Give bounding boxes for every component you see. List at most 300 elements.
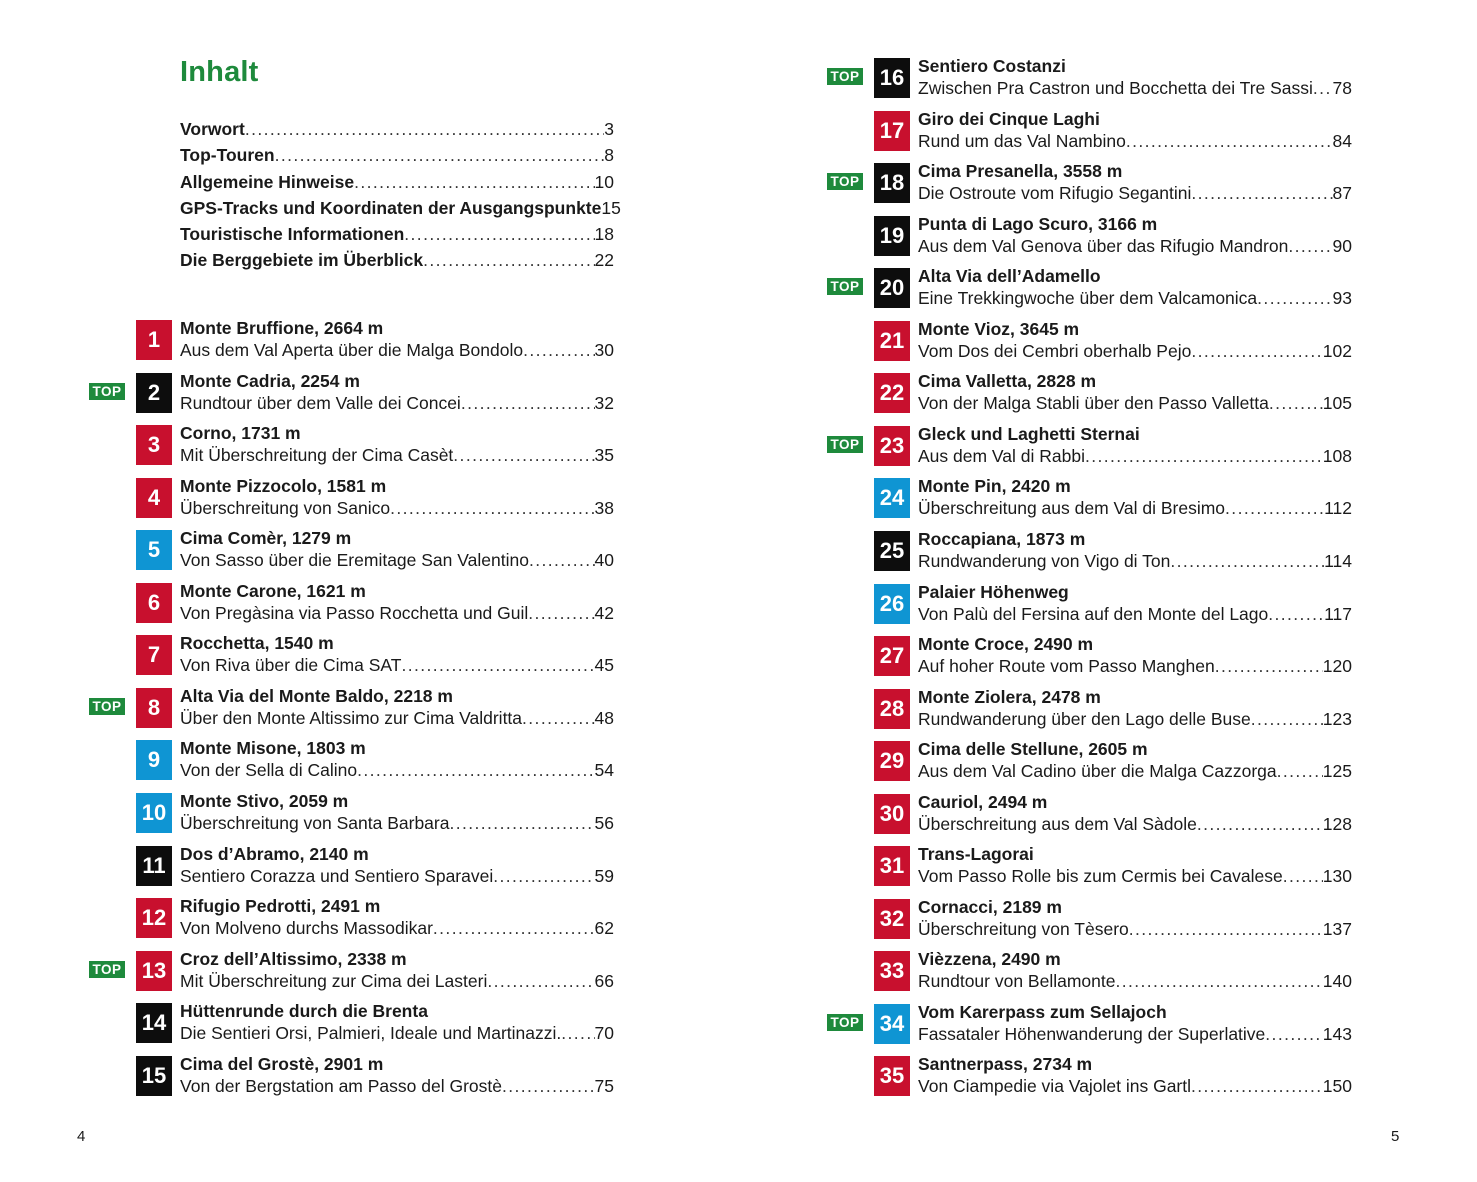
dot-leader [1288,235,1332,257]
tour-number-badge: 29 [874,741,910,781]
toc-entry-page: 3 [604,119,614,139]
tour-number-badge: 5 [136,530,172,570]
tour-entry[interactable] [830,266,1354,310]
tour-number-badge: 34 [874,1004,910,1044]
dot-leader [275,145,605,166]
tour-subtitle-line [180,812,614,834]
tour-entry[interactable] [136,1001,616,1045]
tour-page: 84 [1332,130,1352,151]
tour-entry[interactable] [136,528,616,572]
tour-text [180,1054,614,1097]
tour-page: 87 [1332,183,1352,204]
tour-text [180,896,614,939]
tour-subtitle-line [180,549,614,571]
dot-leader [502,1075,595,1097]
tour-subtitle: Aus dem Val Aperta über die Malga Bondolo [180,340,524,360]
tour-subtitle-line [918,918,1352,940]
tour-name: Vom Karerpass zum Sellajoch [918,1001,1167,1022]
dot-leader [1225,497,1324,519]
dot-leader [1283,865,1323,887]
tour-subtitle-line [918,287,1352,309]
dot-leader [390,497,594,519]
tour-page: 102 [1322,340,1352,361]
tour-entry[interactable] [874,949,1354,993]
dot-leader [1085,445,1323,467]
tour-name: Monte Vioz, 3645 m [918,318,1080,339]
tour-text [918,739,1352,782]
top-badge: TOP [827,173,863,190]
dot-leader [523,339,594,361]
tour-entry[interactable] [874,109,1354,153]
tour-name: Monte Croce, 2490 m [918,634,1094,655]
tour-number-badge: 16 [874,58,910,98]
tour-subtitle: Von Pregàsina via Passo Rocchetta und Guil [180,602,529,623]
tour-page: 38 [594,497,614,518]
tour-entry[interactable] [830,1001,1354,1046]
tour-text [180,686,614,729]
tour-name: Monte Stivo, 2059 m [180,790,349,811]
top-badge: TOP [827,68,863,85]
tour-name: Hüttenrunde durch die Brenta [180,1001,428,1022]
tour-name: Dos d’Abramo, 2140 m [180,843,369,864]
tour-page: 128 [1322,813,1352,834]
tour-entry[interactable] [92,370,616,415]
tour-page: 105 [1322,393,1352,414]
tour-page: 42 [594,602,614,623]
dot-leader [1197,813,1323,835]
tour-entry[interactable] [874,1054,1354,1098]
tour-name: Alta Via del Monte Baldo, 2218 m [180,685,453,706]
tour-subtitle: Rundwanderung von Vigo di Ton [918,550,1171,571]
tour-text [918,161,1352,204]
tour-number-badge: 17 [874,111,910,151]
dot-leader [433,917,595,939]
tour-number-badge: 2 [136,373,172,413]
tour-number-badge: 31 [874,846,910,886]
tour-subtitle: Vom Dos dei Cembri oberhalb Pejo [918,340,1192,361]
tour-page: 150 [1322,1076,1352,1097]
tour-number-badge: 20 [874,268,910,308]
dot-leader [1126,130,1333,152]
tour-number-badge: 28 [874,689,910,729]
tour-subtitle-line [918,550,1352,572]
tour-subtitle-line [918,182,1352,204]
top-badge: TOP [89,698,125,715]
toc-entry[interactable] [180,224,614,250]
tour-name: Monte Pin, 2420 m [918,476,1071,497]
tour-page: 123 [1322,708,1352,729]
tour-name: Roccapiana, 1873 m [918,528,1086,549]
tour-subtitle-line [918,970,1352,992]
tour-entry[interactable] [874,844,1354,888]
dot-leader [1251,708,1323,730]
tour-name: Palaier Höhenweg [918,581,1069,602]
tour-subtitle: Zwischen Pra Castron und Bocchetta dei Tre Sassi [918,78,1313,98]
tour-text [180,844,614,887]
tour-number-badge: 4 [136,478,172,518]
tour-text [918,319,1352,362]
tour-entry[interactable] [874,634,1354,678]
dot-leader [354,172,594,193]
tour-text [918,56,1352,99]
tour-text [918,1054,1352,1097]
toc-entry[interactable] [180,119,614,145]
tour-page: 143 [1322,1023,1352,1044]
tour-subtitle-line [180,339,614,361]
dot-leader [1257,287,1332,309]
tour-name: Cima Valletta, 2828 m [918,371,1097,392]
tour-entry[interactable] [830,161,1354,205]
tour-subtitle: Rundwanderung über den Lago delle Buse [918,708,1251,729]
tour-text [918,634,1352,677]
tour-subtitle: Rundtour über dem Valle dei Concei [180,392,461,413]
tour-page: 45 [594,655,614,676]
tour-name: Rifugio Pedrotti, 2491 m [180,896,381,917]
tour-page: 114 [1324,550,1352,571]
toc-entry-label: GPS-Tracks und Koordinaten der Ausgangspunkte [180,197,602,218]
dot-leader [1170,550,1324,572]
toc-entry-label: Top-Touren [180,145,275,166]
tour-subtitle: Über den Monte Altissimo zur Cima Valdritta [180,707,523,728]
tour-number-badge: 32 [874,899,910,939]
tour-name: Cornacci, 2189 m [918,896,1062,917]
tour-name: Punta di Lago Scuro, 3166 m [918,213,1158,234]
dot-leader [487,970,594,992]
toc-entry[interactable] [180,250,614,276]
dot-leader [561,1022,594,1044]
tour-page: 125 [1322,761,1352,782]
tour-subtitle-line [918,655,1352,677]
top-badge: TOP [89,961,125,978]
tour-entry[interactable] [874,739,1354,783]
tour-text [918,214,1352,257]
tour-name: Cima Comèr, 1279 m [180,528,352,549]
tour-subtitle: Rundtour von Bellamonte [918,971,1116,992]
tour-subtitle-line [918,130,1352,152]
tour-entry[interactable] [136,423,616,467]
tour-text [180,791,614,834]
tour-text [180,949,614,992]
tour-name: Monte Bruffione, 2664 m [180,318,384,338]
tour-subtitle: Von Ciampedie via Vajolet ins Gartl [918,1076,1192,1097]
tour-subtitle-line [180,970,614,992]
tour-subtitle-line [918,865,1352,887]
tour-text [918,424,1352,467]
tour-number-badge: 9 [136,740,172,780]
tour-text [918,844,1352,887]
tour-subtitle: Überschreitung von Sanico [180,497,391,518]
tour-subtitle: Eine Trekkingwoche über dem Valcamonica [918,288,1258,309]
tour-entry[interactable] [92,685,616,730]
tour-subtitle: Vom Passo Rolle bis zum Cermis bei Cavalese [918,866,1283,887]
tour-text [180,1001,614,1044]
tour-page: 140 [1322,971,1352,992]
tour-subtitle-line [180,392,614,414]
tour-entry[interactable] [830,423,1354,468]
dot-leader [1268,603,1324,625]
toc-entry-page: 22 [594,250,614,271]
top-badge: TOP [827,278,863,295]
tour-text [918,792,1352,835]
tour-text [918,949,1352,992]
tour-text [918,266,1352,309]
tour-page: 75 [594,1075,614,1096]
tour-page: 137 [1322,918,1352,939]
tour-entry[interactable] [136,844,616,888]
tour-subtitle: Die Ostroute vom Rifugio Segantini [918,183,1192,204]
tour-text [180,318,614,361]
tour-subtitle: Von Molveno durchs Massodikar [180,918,433,939]
page-number-right: 5 [1391,1128,1400,1145]
tour-number-badge: 22 [874,373,910,413]
tour-subtitle-line [918,708,1352,730]
tour-subtitle-line [180,497,614,519]
tour-number-badge: 15 [136,1056,172,1096]
toc-entry-page: 15 [601,197,621,218]
tour-subtitle: Aus dem Val Cadino über die Malga Cazzorga [918,761,1277,782]
tour-page: 54 [594,760,614,781]
tour-name: Vièzzena, 2490 m [918,949,1061,970]
tour-number-badge: 21 [874,321,910,361]
tour-subtitle-line [180,444,614,466]
tour-number-badge: 7 [136,635,172,675]
toc-entry-page: 18 [594,224,614,245]
tour-number-badge: 11 [136,846,172,886]
tour-text [918,582,1352,625]
tour-entry[interactable] [874,687,1354,731]
tour-subtitle-line [180,1075,614,1097]
tour-subtitle: Überschreitung aus dem Val di Bresimo [918,498,1226,519]
tour-subtitle-line [918,813,1352,835]
tour-entry[interactable] [136,896,616,940]
toc-entry-page: 10 [594,171,614,192]
tour-number-badge: 33 [874,951,910,991]
tour-name: Cima Presanella, 3558 m [918,161,1123,182]
tour-subtitle: Von der Sella di Calino [180,760,358,781]
dot-leader [245,119,604,140]
tour-entry[interactable] [874,792,1354,836]
tour-number-badge: 13 [136,951,172,991]
tour-name: Gleck und Laghetti Sternai [918,423,1140,444]
tour-name: Monte Cadria, 2254 m [180,370,360,391]
dot-leader [1191,1075,1323,1097]
tour-text [180,738,614,781]
tour-page: 32 [594,392,614,413]
tour-name: Santnerpass, 2734 m [918,1054,1093,1075]
page-number-left: 4 [77,1128,86,1145]
tour-name: Alta Via dell’Adamello [918,266,1101,287]
toc-entry-label: Die Berggebiete im Überblick [180,250,424,271]
tour-subtitle: Mit Überschreitung der Cima Casèt [180,445,454,466]
tour-number-badge: 8 [136,688,172,728]
tour-number-badge: 18 [874,163,910,203]
dot-leader [461,392,595,414]
tour-text [180,581,614,624]
tour-page: 120 [1322,656,1352,677]
tour-number-badge: 24 [874,478,910,518]
tour-page: 66 [594,970,614,991]
page-title: Inhalt [180,56,259,88]
tour-number-badge: 6 [136,583,172,623]
dot-leader [1115,970,1322,992]
tour-entry[interactable] [136,581,616,625]
tour-name: Monte Ziolera, 2478 m [918,686,1101,707]
dot-leader [1191,182,1332,204]
tour-number-badge: 14 [136,1003,172,1043]
dot-leader [1265,1023,1323,1045]
tour-subtitle: Fassataler Höhenwanderung der Superlative [918,1023,1266,1044]
tour-number-badge: 10 [136,793,172,833]
tour-entry[interactable] [136,1054,616,1098]
top-badge: TOP [827,436,863,453]
tour-entry[interactable] [874,214,1354,258]
tour-name: Corno, 1731 m [180,423,301,444]
tour-text [918,476,1352,519]
toc-entry-page: 8 [604,145,614,166]
tour-subtitle-line [180,917,614,939]
tour-subtitle: Überschreitung aus dem Val Sàdole [918,813,1197,834]
dot-leader [1269,392,1323,414]
tour-page: 130 [1322,866,1352,887]
tour-text [918,529,1352,572]
dot-leader [357,759,594,781]
general-contents [180,119,621,277]
tour-subtitle: Von der Malga Stabli über den Passo Valletta [918,393,1269,414]
toc-entry[interactable] [180,172,614,198]
dot-leader [1129,918,1323,940]
toc-entry[interactable] [180,145,614,171]
tour-page: 62 [594,918,614,939]
tour-name: Cima delle Stellune, 2605 m [918,739,1148,760]
dot-leader [529,549,595,571]
tour-text [918,687,1352,730]
tour-name: Monte Pizzocolo, 1581 m [180,475,387,496]
dot-leader [449,812,594,834]
tour-subtitle-line [918,235,1352,257]
tour-page: 35 [594,445,614,466]
tour-page: 90 [1332,235,1352,256]
tour-subtitle-line [918,760,1352,782]
tour-page: 70 [594,1023,614,1044]
tour-subtitle: Von Palù del Fersina auf den Monte del Lago [918,603,1269,624]
tour-subtitle-line [918,497,1352,519]
tour-subtitle-line [918,603,1352,625]
tour-subtitle: Von Sasso über die Eremitage San Valentino [180,550,529,571]
tour-entry[interactable] [136,738,616,782]
tour-entry[interactable] [136,476,616,520]
toc-entry[interactable] [180,197,621,224]
tour-entry[interactable] [830,56,1354,100]
tour-number-badge: 3 [136,425,172,465]
tour-text [180,476,614,519]
tour-page: 59 [594,865,614,886]
tour-subtitle: Von Riva über die Cima SAT [180,655,402,676]
dot-leader [404,224,594,245]
tour-page: 78 [1332,78,1352,98]
tour-text [918,897,1352,940]
tour-subtitle: Auf hoher Route vom Passo Manghen [918,656,1215,677]
tour-number-badge: 23 [874,426,910,466]
tour-name: Cauriol, 2494 m [918,791,1048,812]
tour-subtitle-line [180,1022,614,1044]
tour-subtitle: Die Sentieri Orsi, Palmieri, Ideale und Martinazzi. [180,1023,562,1044]
tour-number-badge: 30 [874,794,910,834]
toc-entry-label: Touristische Informationen [180,224,405,245]
tour-number-badge: 26 [874,584,910,624]
tour-name: Monte Carone, 1621 m [180,580,366,601]
tour-page: 93 [1332,288,1352,309]
tour-subtitle-line [180,865,614,887]
tour-entry[interactable] [136,633,616,677]
top-badge: TOP [827,1014,863,1031]
tour-entry[interactable] [874,582,1354,626]
tour-number-badge: 12 [136,898,172,938]
tour-subtitle: Aus dem Val Genova über das Rifugio Mandron [918,235,1289,256]
dot-leader [522,707,595,729]
tour-number-badge: 25 [874,531,910,571]
tour-name: Sentiero Costanzi [918,56,1066,76]
tour-subtitle-line [918,445,1352,467]
tour-text [180,528,614,571]
dot-leader [1277,760,1323,782]
tour-number-badge: 1 [136,320,172,360]
tour-text [180,633,614,676]
tour-entry[interactable] [874,529,1354,573]
tour-entry[interactable] [874,319,1354,363]
tour-subtitle: Überschreitung von Tèsero [918,918,1129,939]
dot-leader [1191,340,1322,362]
tour-page: 56 [594,812,614,833]
tour-page: 112 [1324,498,1352,519]
tour-name: Cima del Grostè, 2901 m [180,1053,384,1074]
dot-leader [528,602,594,624]
dot-leader [453,444,594,466]
dot-leader [1313,77,1333,99]
tour-subtitle-line [918,1075,1352,1097]
tour-page: 30 [594,340,614,360]
tour-subtitle: Sentiero Corazza und Sentiero Sparavei [180,865,494,886]
top-badge: TOP [89,383,125,400]
dot-leader [493,865,594,887]
tour-subtitle-line [180,654,614,676]
tour-name: Rocchetta, 1540 m [180,633,334,654]
tour-text [918,109,1352,152]
tour-entry[interactable] [136,791,616,835]
tour-text [180,423,614,466]
dot-leader [401,654,594,676]
tour-entry[interactable] [92,948,616,993]
tour-subtitle-line [180,759,614,781]
tour-page: 108 [1322,445,1352,466]
tour-subtitle-line [918,77,1352,99]
tour-number-badge: 27 [874,636,910,676]
tour-subtitle: Aus dem Val di Rabbi [918,445,1085,466]
tour-page: 48 [594,707,614,728]
dot-leader [423,250,594,271]
tour-entry[interactable] [136,318,616,362]
tour-entry[interactable] [874,371,1354,415]
tour-text [180,371,614,414]
tour-name: Giro dei Cinque Laghi [918,108,1100,129]
tour-page: 117 [1324,603,1352,624]
tour-entry[interactable] [874,476,1354,520]
tour-entry[interactable] [874,897,1354,941]
tour-subtitle-line [918,1023,1352,1045]
tour-name: Monte Misone, 1803 m [180,738,366,759]
tour-name: Croz dell’Altissimo, 2338 m [180,948,407,969]
tour-name: Trans-Lagorai [918,844,1034,865]
tour-subtitle: Mit Überschreitung zur Cima dei Lasteri [180,970,488,991]
